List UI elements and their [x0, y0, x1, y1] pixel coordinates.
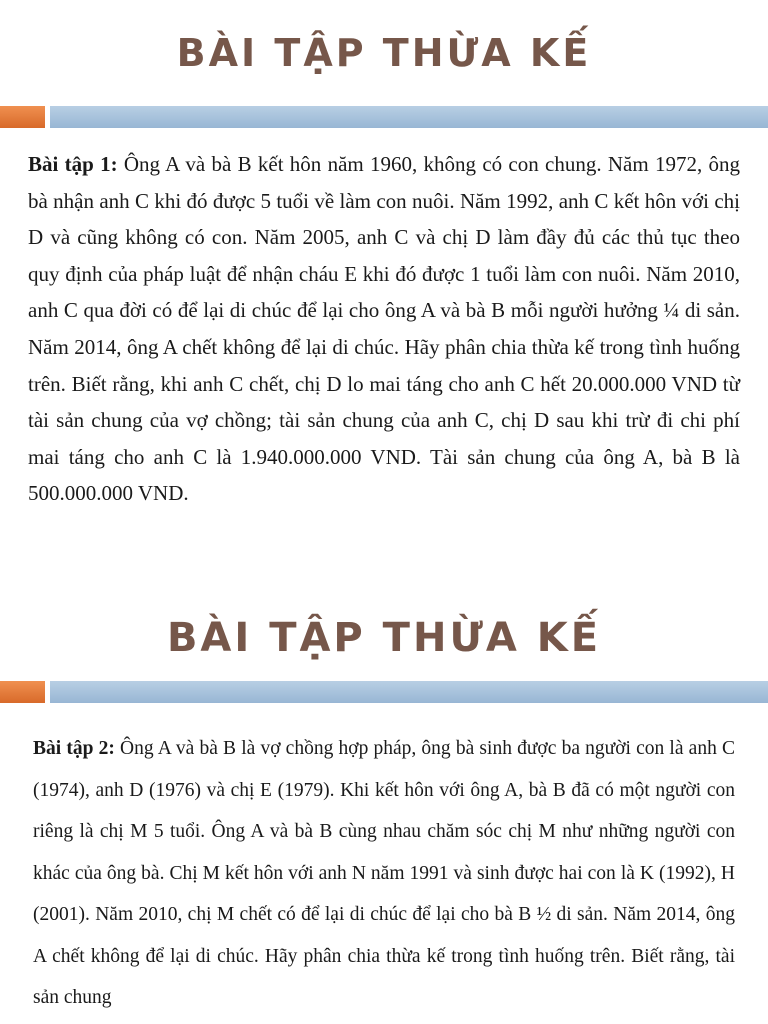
divider-accent: [0, 681, 45, 703]
exercise-paragraph: [28, 146, 740, 512]
divider-accent: [0, 106, 45, 128]
exercise-label: Bài tập 2:: [33, 738, 115, 759]
exercise-paragraph: [33, 728, 735, 1019]
slide-2: [0, 575, 768, 1024]
exercise-text: Ông A và bà B kết hôn năm 1960, không có con chung. Năm 1972, ông bà nhận anh C khi đó được 5 tuổi về làm con nuôi. Năm 1992, anh C kết hôn với chị D và cũng không có con. Năm 2005, anh C và chị D làm đầy đủ các thủ tục theo quy định của pháp luật để nhận cháu E khi đó được 1 tuổi làm con nuôi. Năm 2010, anh C qua đời có để lại di chúc để lại cho ông A và bà B mỗi người hưởng ¼ di sản. Năm 2014, ông A chết không để lại di chúc. Hãy phân chia thừa kế trong tình huống trên. Biết rằng, khi anh C chết, chị D lo mai táng cho anh C hết 20.000.000 VND từ tài sản chung của vợ chồng; tài sản chung của anh C, chị D sau khi trừ đi chi phí mai táng cho anh C là 1.940.000.000 VND. Tài sản chung của ông A, bà B là 500.000.000 VND.: [28, 152, 740, 506]
exercise-label: Bài tập 1:: [28, 152, 118, 176]
slide-title: BÀI TẬP THỪA KẾ: [176, 31, 592, 75]
slide-title: BÀI TẬP THỪA KẾ: [166, 615, 602, 661]
exercise-text: Ông A và bà B là vợ chồng hợp pháp, ông bà sinh được ba người con là anh C (1974), anh D (1976) và chị E (1979). Khi kết hôn với ông A, bà B đã có một người con riêng là chị M 5 tuổi. Ông A và bà B cùng nhau chăm sóc chị M như những người con khác của ông bà. Chị M kết hôn với anh N năm 1991 và sinh được hai con là K (1992), H (2001). Năm 2010, chị M chết có để lại di chúc để lại cho bà B ½ di sản. Năm 2014, ông A chết không để lại di chúc. Hãy phân chia thừa kế trong tình huống trên. Biết rằng, tài sản chung: [33, 738, 736, 1008]
divider-main: [50, 681, 768, 703]
title-divider-bar: [0, 681, 768, 703]
divider-main: [50, 106, 768, 128]
title-divider-bar: [0, 106, 768, 128]
